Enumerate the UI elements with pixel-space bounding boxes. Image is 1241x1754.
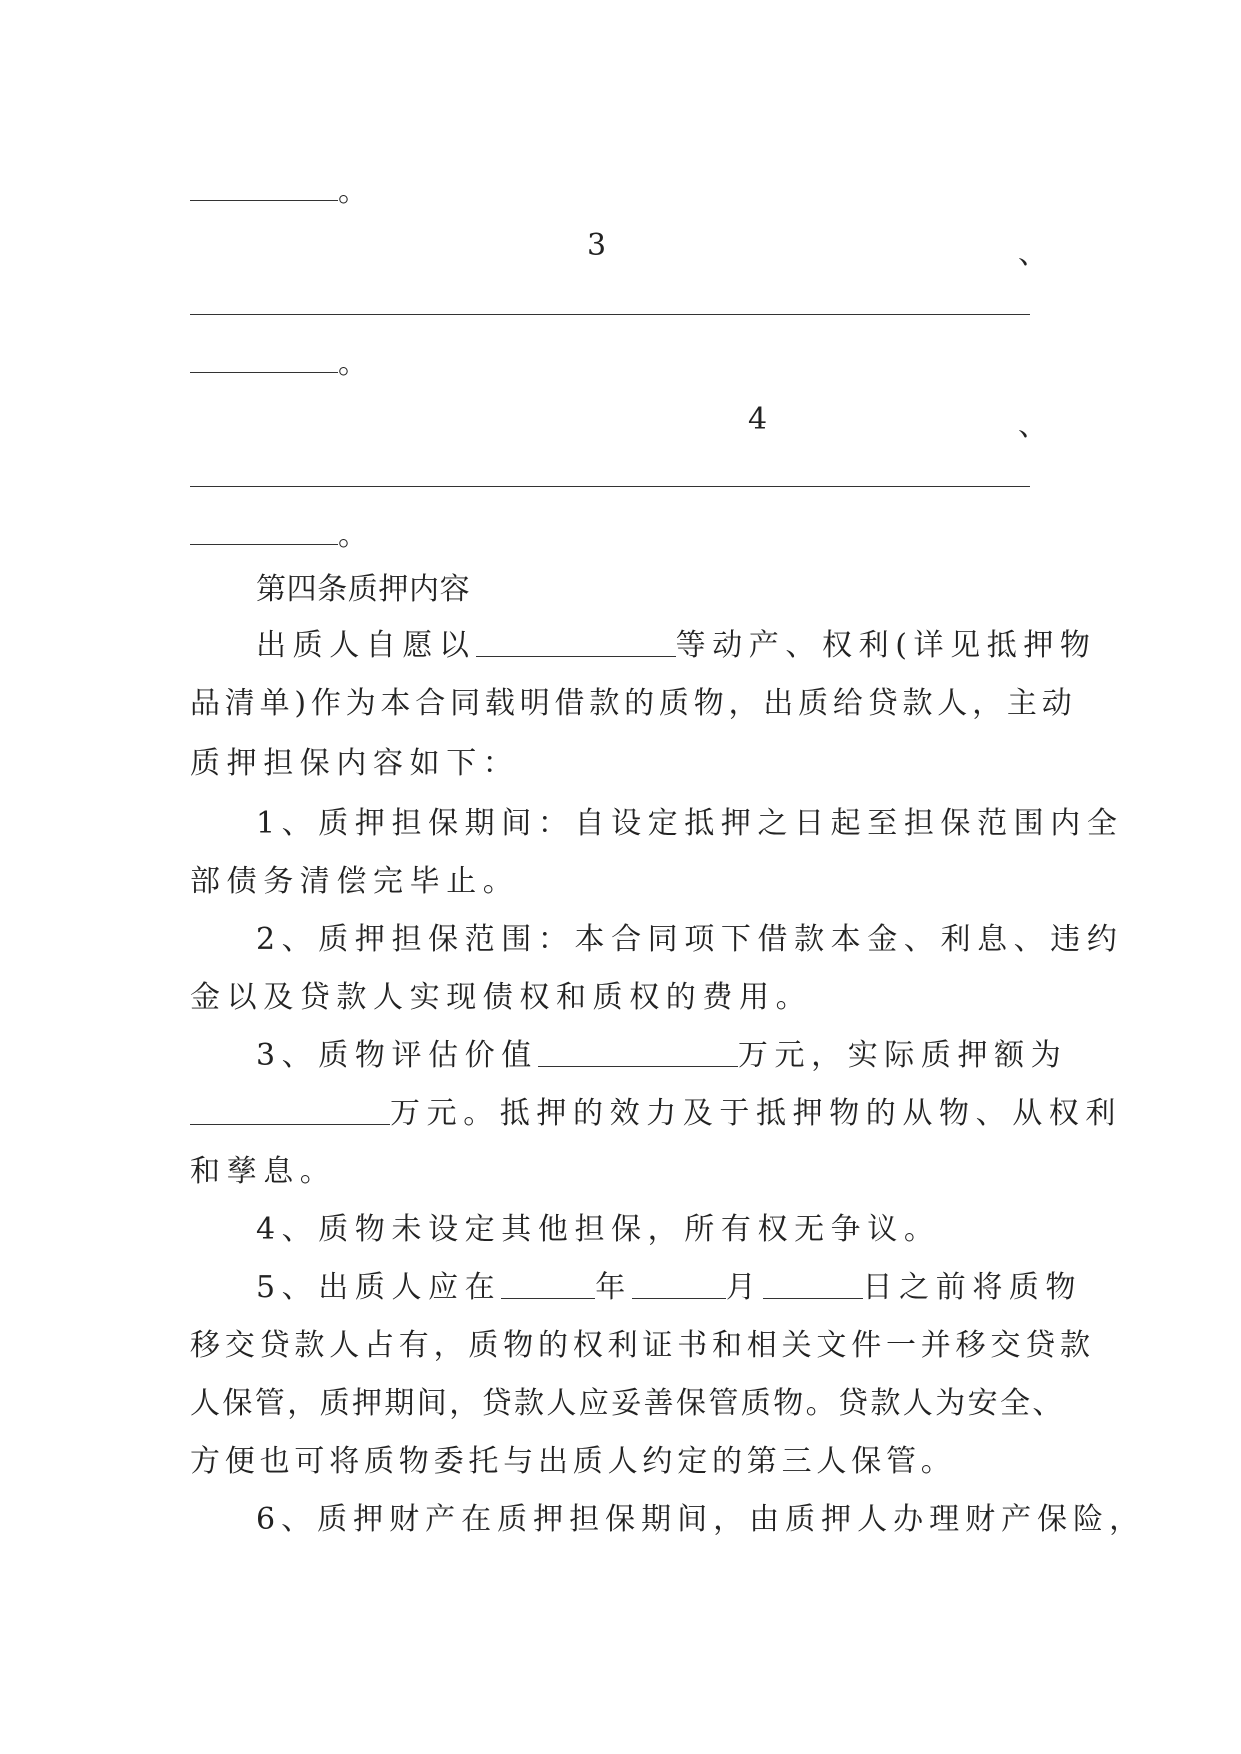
intro-text-a: 出质人自愿以 [256, 628, 476, 663]
item5-line-2: 移交贷款人占有，质物的权利证书和相关文件一并移交贷款 [190, 1328, 1095, 1363]
item-number: 3 [587, 228, 607, 263]
year-label: 年 [595, 1270, 632, 1305]
intro-line-1 [256, 626, 1097, 666]
month-blank [632, 1272, 726, 1299]
item3-text-b: 万元，实际质押额为 [737, 1038, 1068, 1073]
item-separator: 、 [1018, 408, 1048, 443]
intro-text-b: 等动产、权利(详见抵押物 [675, 628, 1097, 663]
item3-text-a: 3、质物评估价值 [256, 1038, 538, 1073]
item6-line-1: 6、质押财产在质押担保期间，由质押人办理财产保险， [256, 1502, 1146, 1537]
item5-text-a: 5、出质人应在 [256, 1270, 502, 1305]
item5-text-b: 日之前将质物 [862, 1270, 1083, 1305]
blank-line-2-end [190, 200, 338, 201]
blank-line-4-full [190, 486, 1030, 487]
pledge-items-blank [476, 630, 676, 657]
item4-line-1: 4、质物未设定其他担保，所有权无争议。 [256, 1212, 941, 1247]
item5-line-4: 方便也可将质物委托与出质人约定的第三人保管。 [190, 1444, 956, 1479]
item3-line2-text: 万元。抵押的效力及于抵押物的从物、从权利 [390, 1096, 1122, 1131]
blank-line-4-end [190, 544, 338, 545]
item3-line-2 [190, 1094, 1122, 1134]
blank-line-3-full [190, 314, 1030, 315]
intro-line-2: 品清单)作为本合同载明借款的质物，出质给贷款人，主动 [190, 686, 1077, 721]
year-blank [501, 1272, 595, 1299]
blank-line-3-end [190, 372, 338, 373]
intro-line-3: 质押担保内容如下： [190, 746, 520, 781]
item-separator: 、 [1018, 236, 1048, 271]
item-number: 4 [748, 402, 768, 437]
appraised-value-blank [538, 1040, 738, 1067]
end-mark: 。 [338, 174, 368, 209]
month-label: 月 [725, 1270, 763, 1305]
day-blank [763, 1272, 863, 1299]
item1-line-2: 部债务清偿完毕止。 [190, 864, 520, 899]
item1-line-1: 1、质押担保期间：自设定抵押之日起至担保范围内全 [256, 806, 1124, 841]
item3-line-1 [256, 1036, 1067, 1076]
item5-line-1 [256, 1268, 1082, 1308]
end-mark: 。 [338, 518, 368, 553]
item3-line-3: 和孳息。 [190, 1154, 337, 1189]
end-mark: 。 [338, 346, 368, 381]
article-heading: 第四条质押内容 [256, 572, 471, 607]
item5-line-3: 人保管，质押期间，贷款人应妥善保管质物。贷款人为安全、 [190, 1386, 1065, 1421]
pledge-amount-blank [190, 1098, 390, 1125]
item2-line-2: 金以及贷款人实现债权和质权的费用。 [190, 980, 813, 1015]
item2-line-1: 2、质押担保范围：本合同项下借款本金、利息、违约 [256, 922, 1124, 957]
